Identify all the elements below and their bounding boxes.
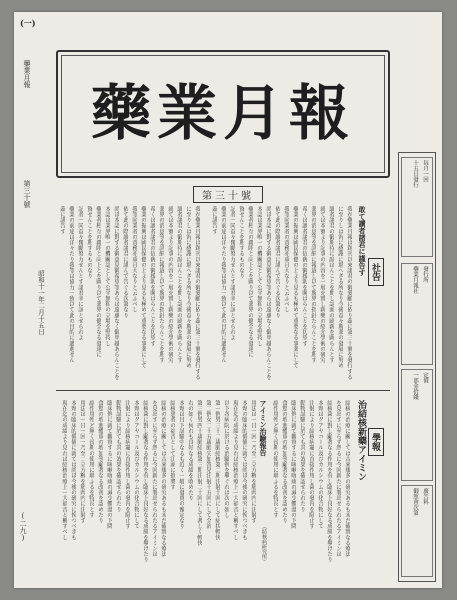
academic-column: 用法は一日一回一乃至二立方糎を筋肉内に注射す [79,400,85,524]
academic-column: 動物試驗に於ても其の效果を確認せられたり [299,400,305,512]
report-label: アイミン治驗報告 [259,400,268,456]
notice-column: 依て此の際讀者諸君に謹んで告ぐる次第なり [122,206,128,318]
notice-column: 資せんことを期するものなり [86,206,92,279]
academic-column: 食慾の増進體重の増加等顯著なる改善を認めたり [97,400,103,524]
info-text: 廣告料 [422,488,428,505]
notice-column: 讀者諸君の御期待に副はんことを期し誌面の刷新を圖らんとす [328,206,334,363]
academic-column: 結核菌に對し顯著なる作用を有し臨床上良好なる成績を擧げたり [326,400,332,563]
left-margin [18,60,50,460]
academic-column: 結核患者の福音として江湖に推奬す [169,400,175,490]
academic-column: 以下各病院に於ける治驗例を擧ぐれば次の如し [223,400,229,518]
notice-column: 藥業の前途は洋々たり我等は協力一致以て此の目的に邁進せん [220,206,226,363]
info-text: 十五日發行 [412,160,418,188]
academic-column: 結核の治療に關しては古來幾多の研究あるも未だ確實なる療法 [160,400,166,557]
info-box-schedule [401,157,433,257]
academic-subheading: 治結核新藥アイミン [356,400,366,481]
info-text: 發行所 [422,266,428,283]
publication-info-panel [398,152,436,582]
academic-column: 動物試驗に於ても其の效果を確認せられたり [115,400,121,512]
notice-column: 本誌は業界唯一の機關誌として公平無私の立場を堅持し [256,206,262,346]
notice-column: に至りしは洵に感謝に堪へざる所なり今後益々斯業の發展に努め [337,206,343,369]
notice-column: 希くは讀者諸君の倍舊の御援助を賜はらんことを切望す [149,206,155,346]
info-box-advert [401,485,433,577]
issue-label: 第三十號 [193,186,263,203]
info-box-publisher [401,263,433,365]
notice-column: 就ては本號より記事の内容を一層充實し新藥の紹介學術の研究 [167,206,173,363]
academic-column: 第三例男四十歳肺結核第三期注射二十回にして著しく輕快 [196,400,202,546]
report-note: （結核病研究所） [261,524,267,564]
notice-column: 業界の消息等を詳細に報道し以て斯界の指針たらんことを期す [310,206,316,363]
info-text: 藥業月報社 [412,266,418,294]
academic-column: 本劑はグアヤコール及びカルシウムの化合物にして [133,400,139,529]
info-text: 一部金拾錢 [412,372,418,400]
academic-column: 結核菌に對し顯著なる作用を有し臨床上良好なる成績を擧げたり [142,400,148,563]
academic-column: 本劑はグアヤコール及びカルシウムの化合物にして [317,400,323,529]
info-text: 定價 [422,372,428,383]
margin-issue: 第三十號 [23,180,31,208]
notice-column: 我が藥業月報は創刊以來諸君の御愛顧に依り茲に第三十號を發行する [346,206,352,380]
notice-column: 藥業者相互の親睦と向上とを圖り以て業界の健全なる發達に [247,206,253,358]
academic-column: 注射により結核病竈に直接作用し菌の發育を阻止す [308,400,314,529]
notice-column: 我が藥業月報は創刊以來諸君の御愛顧に依り茲に第三十號を發行する [194,206,200,380]
academic-column: 臨床例に就て觀察するに咳嗽喀痰の減少體溫の下降 [106,400,112,529]
notice-column: 藥業の前途は洋々たり我等は協力一致以て此の目的に邁進せん [68,206,74,363]
academic-column: 第二例女二十五歳肺尖加答兒注射十五回にして全治 [205,400,211,529]
masthead-frame [56,50,390,178]
academic-column: 本劑の臨床的價値に就ては尚ほ今後の研究に俟つべきも [241,400,247,540]
notice-column: 就ては本號より記事の内容を一層充實し新藥の紹介學術の研究 [319,206,325,363]
academic-column: 現在迄の成績より見れば結核治療上一大福音と稱すべし [232,400,238,540]
academic-column: 注射により結核病竈に直接作用し菌の發育を阻止す [124,400,130,529]
academic-column: 第一例男三十二歳肺結核第二期注射十回にして症状輕快 [214,400,220,540]
notice-column: 藥業の振興は國民保健の上より見るも極めて重要なる事業にして [140,206,146,369]
academic-column: 本劑の臨床的價値に就ては尚ほ今後の研究に俟つべきも [70,400,76,540]
notice-subheading: 敢て讀者諸君に謹告す [358,206,367,276]
info-box-price [401,369,433,481]
page-number-bottom: (二九) [19,512,27,542]
section-divider [56,390,390,391]
notice-column: に至りしは洵に感謝に堪へざる所なり今後益々斯業の發展に努め [185,206,191,369]
notice-column: 尚ほ本誌に對する御意見御希望等あらば遠慮なく御申越あらんことを [113,206,119,380]
academic-column: 臨床例に就て觀察するに咳嗽喀痰の減少體溫の下降 [290,400,296,529]
notice-column: 業界の消息等を詳細に報道し以て斯界の指針たらんことを期す [158,206,164,363]
notice-column: 希くは讀者諸君の倍舊の御援助を賜はらんことを切望す [301,206,307,346]
academic-column: 本劑は目下試驗中なるも近く一般に發賣の豫定なり [178,400,184,529]
margin-journal-name: 藥業月報 [23,60,31,88]
notice-heading: 社告 [368,258,384,286]
academic-heading: 學報 [368,428,384,456]
academic-column: 食慾の増進體重の増加等顯著なる改善を認めたり [281,400,287,524]
academic-column: 副作用殆ど無く長期の使用に堪ふるを特長とす [272,400,278,518]
notice-column: 尚ほ本誌に對する御意見御希望等あらば遠慮なく御申越あらんことを [265,206,271,380]
notice-column: 本誌は業界唯一の機關誌として公平無私の立場を堅持し [104,206,110,346]
notice-column: 資せんことを期するものなり [238,206,244,279]
notice-column: 記者一同益々奮勵努力せんとす諸君幸に諒とせられよ [77,206,83,341]
info-text: 御照會次第 [412,488,418,516]
notice-column: 依て此の際讀者諸君に謹んで告ぐる次第なり [274,206,280,318]
newspaper-page [14,12,442,588]
notice-column: 我等同業者の責務亦重且大なりと云ふべし [283,206,289,313]
academic-column: を見出すに至らず然るに今回新たに製出せられたるアイミンは [335,400,341,557]
academic-column: を見出すに至らず然るに今回新たに製出せられたるアイミンは [151,400,157,557]
notice-column: 茲に謹告す [211,206,217,234]
notice-column: 藥業者相互の親睦と向上とを圖り以て業界の健全なる發達に [95,206,101,358]
masthead-title: 藥業月報 [91,79,355,149]
academic-column: 副作用殆ど無く長期の使用に堪ふるを特長とす [88,400,94,518]
notice-column: 茲に謹告す [59,206,65,234]
academic-column: 用法は一日一回一乃至二立方糎を筋肉内に注射す [250,400,256,524]
notice-column: 記者一同益々奮勵努力せんとす諸君幸に諒とせられよ [229,206,235,341]
page-number-top: (一) [20,18,36,28]
notice-column: 藥業の振興は國民保健の上より見るも極めて重要なる事業にして [292,206,298,369]
notice-column: 讀者諸君の御期待に副はんことを期し誌面の刷新を圖らんとす [176,206,182,363]
academic-column: 結核の治療に關しては古來幾多の研究あるも未だ確實なる療法 [344,400,350,557]
notice-column: 我等同業者の責務亦重且大なりと云ふべし [131,206,137,313]
info-text: 毎月一回 [422,160,428,182]
academic-column: 右の如く何れも良好なる成績を收めたり [187,400,193,501]
academic-column: 現在迄の成績より見れば結核治療上一大福音と稱すべし [61,400,67,540]
article-area [56,200,390,584]
margin-date: 昭和十一年二月十五日 [37,270,45,335]
